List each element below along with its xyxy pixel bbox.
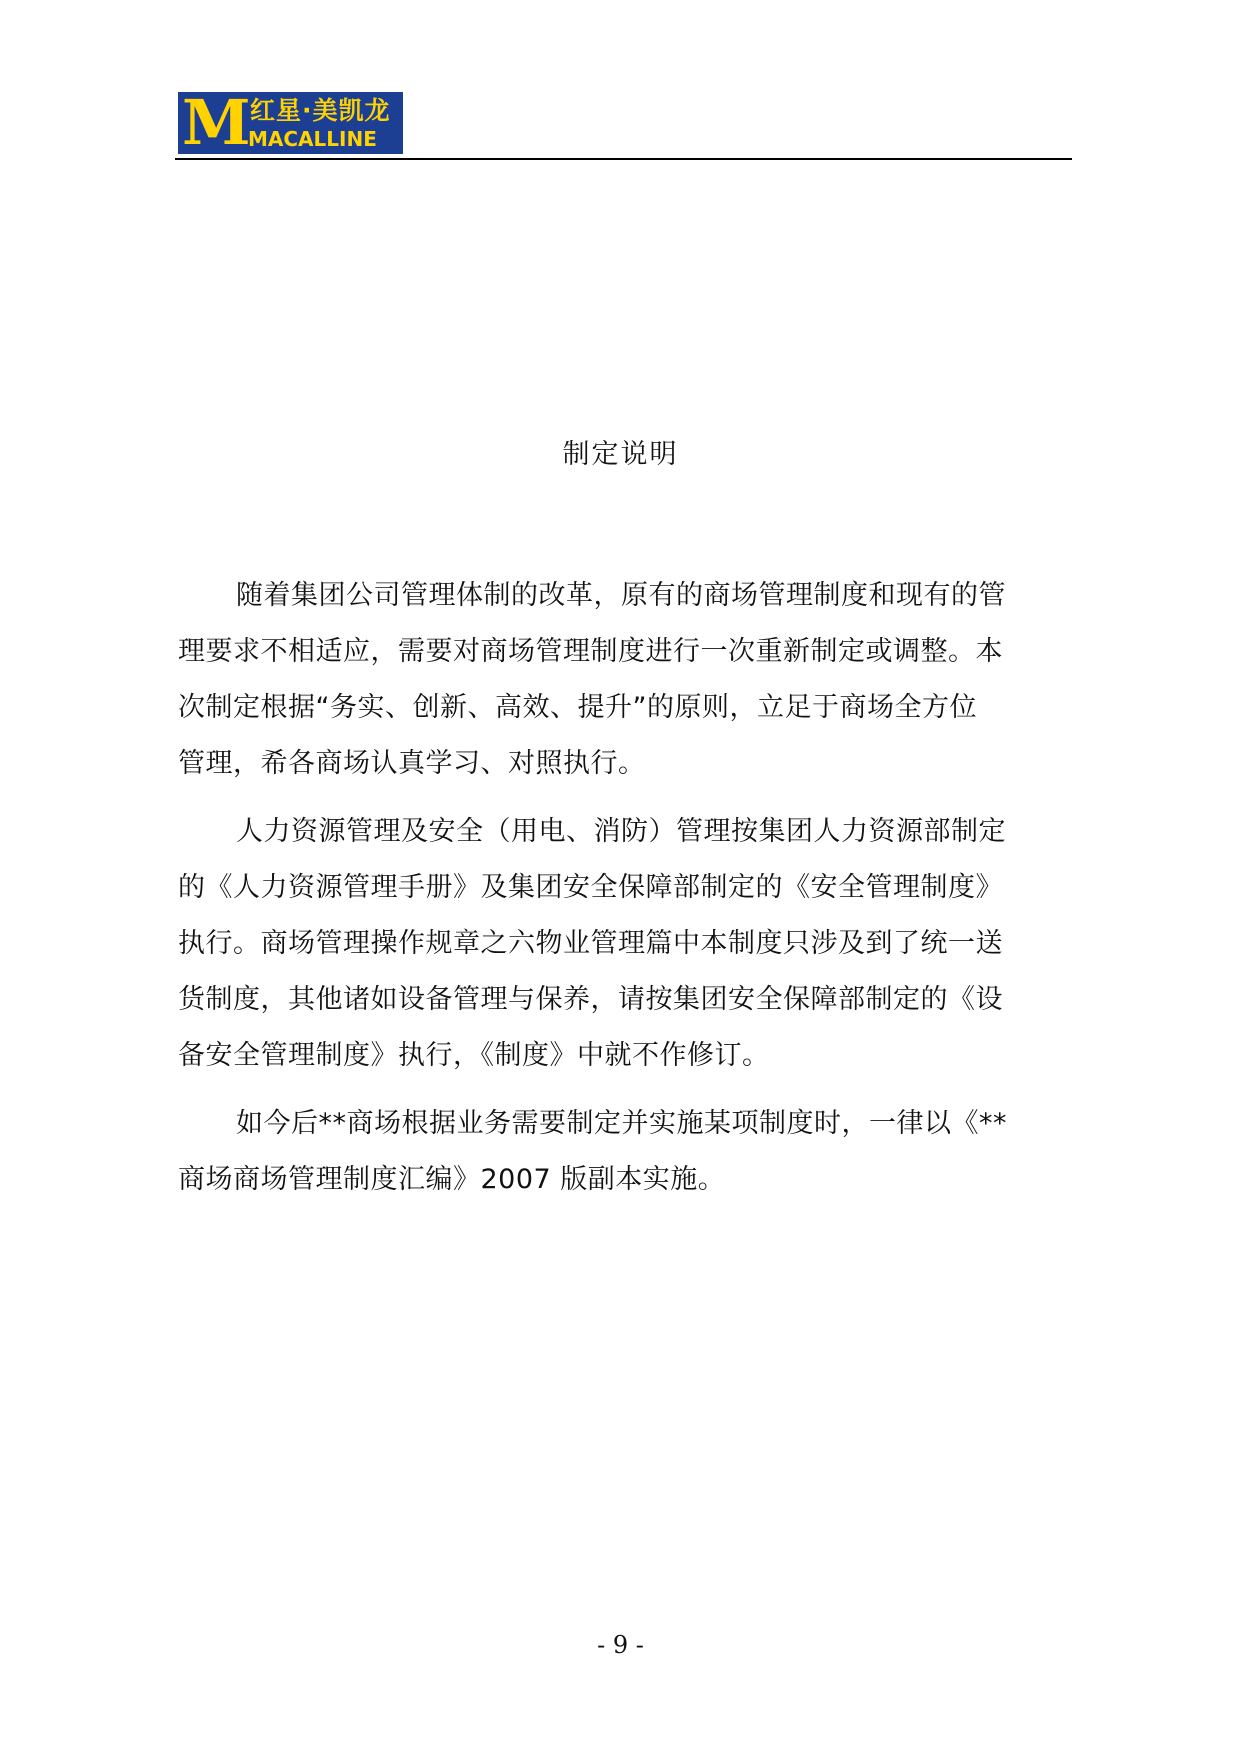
paragraph-line: 商场商场管理制度汇编》2007 版副本实施。 [178,1164,726,1195]
paragraph-2 [178,804,1068,1084]
paragraph-line: 理要求不相适应，需要对商场管理制度进行一次重新制定或调整。本 [178,636,1003,667]
paragraph-3 [178,1096,1068,1208]
paragraph-1 [178,568,1068,792]
logo-letter: M [182,92,251,154]
document-body [178,568,1068,1220]
paragraph-line: 如今后**商场根据业务需要制定并实施某项制度时，一律以《** [236,1108,1007,1139]
company-logo [178,92,403,154]
paragraph-line: 管理，希各商场认真学习、对照执行。 [178,748,646,779]
paragraph-line: 备安全管理制度》执行，《制度》中就不作修订。 [178,1040,770,1071]
logo-chinese-name: 红星·美凯龙 [250,96,391,125]
paragraph-line: 的《人力资源管理手册》及集团安全保障部制定的《安全管理制度》 [178,872,1003,903]
paragraph-line: 货制度，其他诸如设备管理与保养，请按集团安全保障部制定的《设 [178,984,1003,1015]
paragraph-line: 人力资源管理及安全（用电、消防）管理按集团人力资源部制定 [236,816,1006,847]
header-divider [175,158,1072,160]
page-number: - 9 - [597,1631,644,1659]
document-title: 制定说明 [562,439,679,470]
paragraph-line: 随着集团公司管理体制的改革，原有的商场管理制度和现有的管 [236,580,1006,611]
paragraph-line: 执行。商场管理操作规章之六物业管理篇中本制度只涉及到了统一送 [178,928,1003,959]
paragraph-line: 次制定根据“务实、创新、高效、提升”的原则，立足于商场全方位 [178,692,977,723]
logo-english-name: MACALLINE [248,127,377,151]
